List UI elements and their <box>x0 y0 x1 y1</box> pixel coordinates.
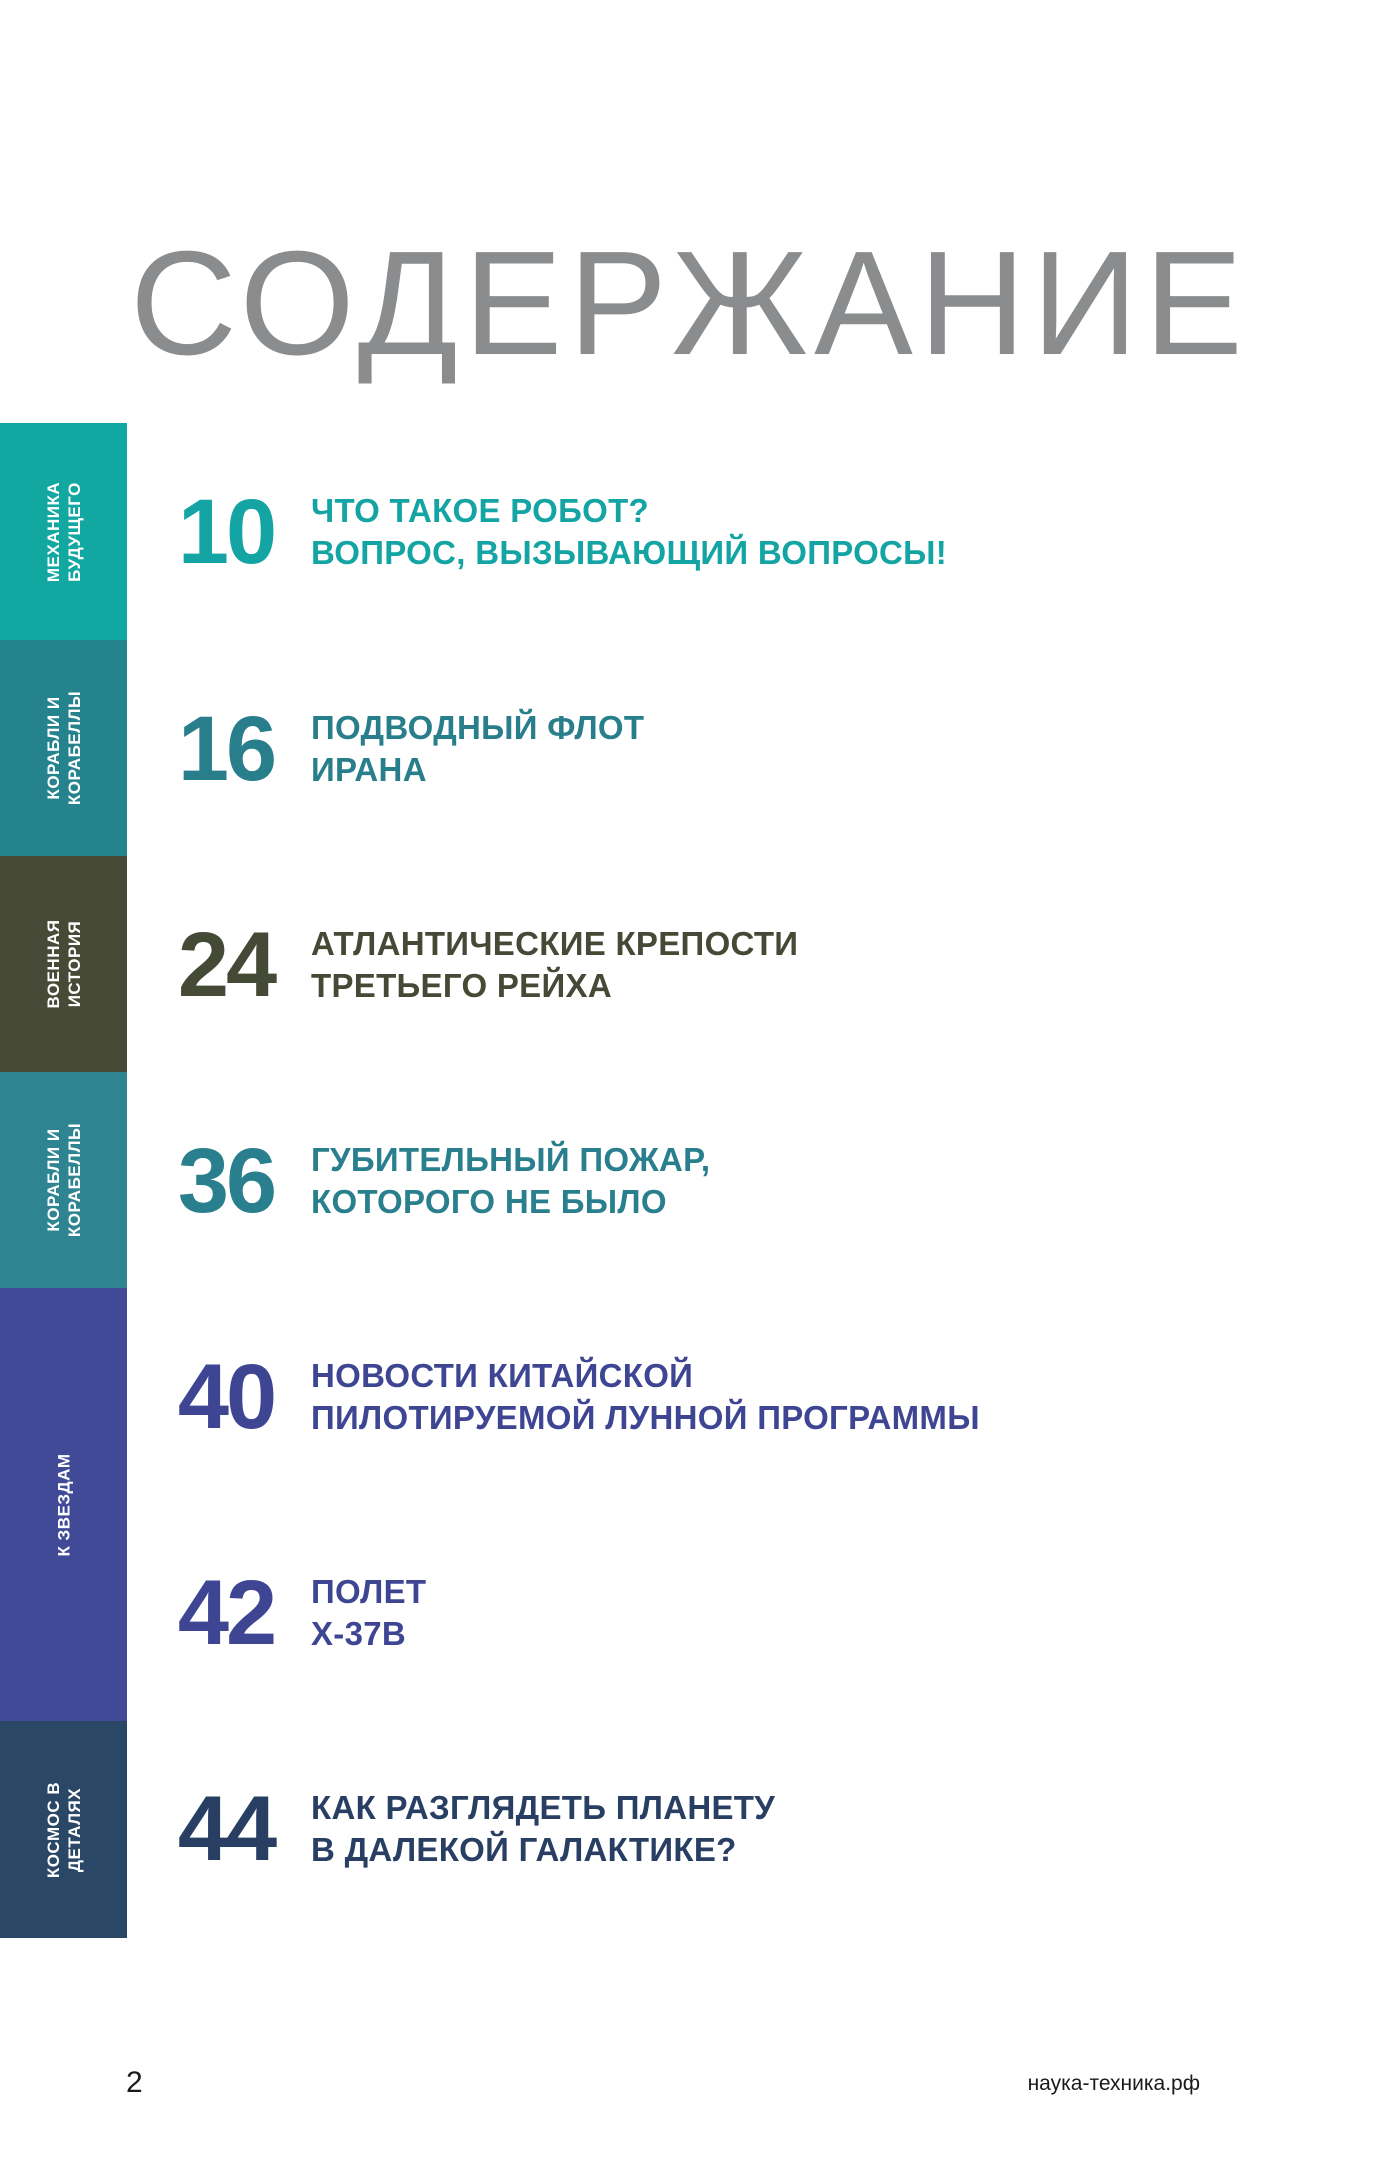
entry-page-number: 16 <box>177 698 275 800</box>
section-label: КОСМОС В ДЕТАЛЯХ <box>43 1781 84 1878</box>
section-sidebar <box>0 423 127 1938</box>
section-tab <box>0 1288 127 1721</box>
entry-page-number: 40 <box>177 1346 275 1448</box>
entry-page-number: 44 <box>177 1778 275 1880</box>
section-label: КОРАБЛИ И КОРАБЕЛЛЫ <box>43 690 84 806</box>
toc-entry[interactable] <box>166 674 1316 824</box>
section-tab <box>0 640 127 856</box>
entry-page-number: 36 <box>177 1130 275 1232</box>
section-tab <box>0 1072 127 1288</box>
section-label: ВОЕННАЯ ИСТОРИЯ <box>43 919 84 1009</box>
entry-title: ПОДВОДНЫЙ ФЛОТ ИРАНА <box>311 709 645 788</box>
page-number: 2 <box>126 2066 143 2099</box>
entry-title: ЧТО ТАКОЕ РОБОТ? ВОПРОС, ВЫЗЫВАЮЩИЙ ВОПРОСЫ! <box>311 492 948 571</box>
toc-entry[interactable] <box>166 1538 1316 1688</box>
entry-title: ГУБИТЕЛЬНЫЙ ПОЖАР, КОТОРОГО НЕ БЫЛО <box>311 1141 711 1220</box>
toc-entry[interactable] <box>166 1322 1316 1472</box>
toc-entry[interactable] <box>166 1106 1316 1256</box>
entry-title: ПОЛЕТ X-37B <box>311 1573 427 1652</box>
section-label: КОРАБЛИ И КОРАБЕЛЛЫ <box>43 1122 84 1238</box>
entry-page-number: 24 <box>177 914 275 1016</box>
section-tab <box>0 856 127 1072</box>
toc-entry[interactable] <box>166 890 1316 1040</box>
section-tab <box>0 1721 127 1938</box>
entry-title: КАК РАЗГЛЯДЕТЬ ПЛАНЕТУ В ДАЛЕКОЙ ГАЛАКТИКЕ? <box>311 1789 776 1868</box>
page-title: СОДЕРЖАНИЕ <box>130 221 1249 386</box>
section-label: К ЗВЕЗДАМ <box>53 1452 73 1557</box>
entry-title: НОВОСТИ КИТАЙСКОЙ ПИЛОТИРУЕМОЙ ЛУННОЙ ПРОГРАММЫ <box>311 1357 980 1436</box>
section-label: МЕХАНИКА БУДУЩЕГО <box>43 481 84 582</box>
site-url: наука-техника.рф <box>1027 2072 1200 2095</box>
entry-page-number: 10 <box>177 481 275 583</box>
section-tab <box>0 423 127 640</box>
toc-entry[interactable] <box>166 1754 1316 1904</box>
entry-title: АТЛАНТИЧЕСКИЕ КРЕПОСТИ ТРЕТЬЕГО РЕЙХА <box>311 925 799 1004</box>
entry-page-number: 42 <box>177 1562 275 1664</box>
toc-entry[interactable] <box>166 457 1316 607</box>
